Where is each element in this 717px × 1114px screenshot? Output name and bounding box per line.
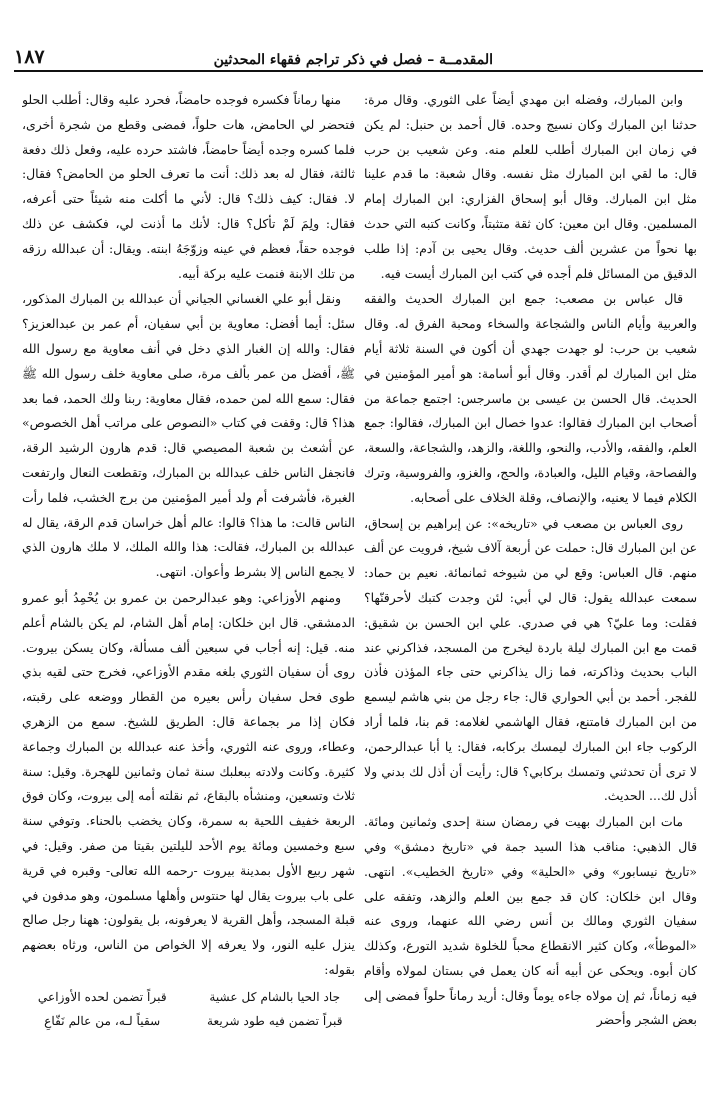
right-column — [364, 88, 697, 1098]
page-header — [14, 38, 703, 68]
paragraph: وابن المبارك، وفضله ابن مهدي أيضاً على الثوري. وقال مرة: حدثنا ابن المبارك وكان نسيج وحده. قال أحمد بن حنبل: لم يكن في زمان ابن المبارك أطلب للعلم منه. وعن شعيب بن حرب قال: ما لقي ابن المبارك مثل نفسه. وقال شعبة: ما قدم علينا مثل ابن المبارك. وقال أبو إسحاق الفزاري: ابن المبارك إمام المسلمين. وقال ابن معين: كان ثقة متثبتاً، وكانت كتبه التي حدث بها نحواً من عشرين ألف حديث. وقال يحيى بن آدم: إذا طلب الدقيق من المسائل فلم أجده في كتب ابن المبارك أيست فيه. — [364, 92, 697, 281]
poem-hemistich: قبراً تضمن فيه طود شريعة — [206, 1014, 343, 1029]
poem-hemistich: سقياً لـه، من عالم نَفّاعِ — [44, 1014, 161, 1029]
paragraph: ومنهم الأوزاعي: وهو عبدالرحمن بن عمرو بن يُحْمِدُ أبو عمرو الدمشقي. قال ابن خلكان: إمام أهل الشام، لم يكن بالشام أعلم منه. قيل: إنه أجاب في سبعين ألف مسألة، وكان يسكن بيروت. روى أن سفيان الثوري بلغه مقدم الأوزاعي، فخرج حتى لقيه بذي طوى فحل سفيان رأس بعيره من القطار ووضعه على رقبته، فكان إذا مر بجماعة قال: الطريق للشيخ. سمع من الزهري وعطاء، وروى عنه الثوري، وأخذ عنه عبدالله بن المبارك وجماعة كثيرة. وكانت ولادته ببعلبك سنة ثمان وثمانين للهجرة. وقيل: سنة ثلاث وتسعين، ومنشأه بالبقاع، ثم نقلته أمه إلى بيروت، وكان فوق الربعة خفيف اللحية به سمرة، وكان يخضب بالحناء. وتوفي سنة سبع وخمسين ومائة يوم الأحد لليلتين بقيتا من صفر. وقيل: في شهر ربيع الأول بمدينة بيروت -رحمه الله تعالى- وقبره في قرية على باب بيروت يقال لها حنتوس وأهلها مسلمون، وهو مدفون في قبلة المسجد، وأهل القرية لا يعرفونه، بل يقولون: ههنا رجل صالح ينزل عليه النور، ولا يعرفه إلا الخواص من الناس، ورثاه بعضهم بقوله: — [22, 589, 355, 977]
poem-hemistich: قبراً تضمن لحده الأوزاعي — [37, 989, 167, 1004]
left-column — [22, 88, 355, 1098]
elegy-poem — [22, 985, 355, 1035]
page-number: ١٨٧ — [14, 46, 45, 68]
poem-hemistich: جاد الحيا بالشام كل عشية — [209, 989, 341, 1004]
running-title: المقدمــة – فصل في ذكر تراجم فقهاء المحدثين — [213, 52, 493, 68]
paragraph: ونقل أبو علي الغساني الجياني أن عبدالله بن المبارك المذكور، سئل: أيما أفضل: معاوية بن أبي سفيان، أم عمر بن عبدالعزيز؟ فقال: والله إن الغبار الذي دخل في أنف معاوية مع رسول الله ﷺ، أفضل من عمر بألف مرة، صلى معاوية خلف رسول الله ﷺ فقال: سمع الله لمن حمده، فقال معاوية: ربنا ولك الحمد، فما بعد هذا؟ قال: وقفت في كتاب «النصوص على مراتب أهل الخصوص» عن أشعث بن شعبة المصيصي قال: قدم هارون الرشيد الرقة، فانجفل الناس خلف عبدالله بن المبارك، وتقطعت النعال وارتفعت الغبرة، فأشرفت أم ولد أمير المؤمنين من برج الخشب، فلما رأت الناس قالت: ما هذا؟ قالوا: عالم أهل خراسان قدم الرقة، يقال له عبدالله بن المبارك، فقالت: هذا والله الملك، لا ملك هارون الذي لا يجمع الناس إلا بشرط وأعوان. انتهى. — [22, 291, 355, 580]
paragraph: قال عباس بن مصعب: جمع ابن المبارك الحديث والفقه والعربية وأيام الناس والشجاعة والسخاء ومحبة الفرق له. وقال شعيب بن حرب: لو جهدت جهدي أن أكون في السنة ثلاثة أيام مثل ابن المبارك لم أقدر. وقال أبو أسامة: هو أمير المؤمنين في الحديث. قال الحسن بن عيسى بن ماسرجس: اجتمع جماعة من أصحاب ابن المبارك فقالوا: عدوا خصال ابن المبارك، فقالوا: جمع العلم، والفقه، والأدب، والنحو، واللغة، والزهد، والشجاعة، والسعة، والفصاحة، وقيام الليل، والعبادة، والحج، والغزو، والفروسية، وترك الكلام فيما لا يعنيه، والإنصاف، وقلة الخلاف على أصحابه. — [364, 291, 697, 505]
paragraph: منها رماناً فكسره فوجده حامضاً، فحرد عليه وقال: أطلب الحلو فتحضر لي الحامض، هات حلواً، فمضى وقطع من شجرة أخرى، فلما كسره وجده أيضاً حامضاً، فاشتد حرده عليه، وفعل ذلك دفعة ثالثة، فقال له بعد ذلك: أنت ما تعرف الحلو من الحامض؟ فقال: لا. فقال: كيف ذلك؟ قال: لأني ما أكلت منه شيئاً حتى أعرفه، فقال: ولِمَ لَمْ تأكل؟ قال: لأنك ما أذنت لي، فكشف عن ذلك فوجده حقاً، فعظم في عينه وزوّجَهُ ابنته. ويقال: أن عبدالله رزقه من تلك الابنة فنمت عليه بركة أبيه. — [22, 92, 355, 281]
paragraph: روى العباس بن مصعب في «تاريخه»: عن إبراهيم بن إسحاق، عن ابن المبارك قال: حملت عن أربعة آلاف شيخ، فرويت عن ألف منهم. قال العباس: وقع لي من شيوخه ثمانمائة. نعيم بن حماد: سمعت عبدالله يقول: قال لي أبي: لئن وجدت كتبك لأحرقنّها؟ فقلت: وما عليّ؟ هي في صدري. علي ابن الحسن بن شقيق: قمت مع ابن المبارك ليلة باردة ليخرج من المسجد، فذاكرني عند الباب بحديث وذاكرته، فما زال يذاكرني حتى جاء المؤذن فأذن للفجر. أحمد بن أبي الحواري قال: جاء رجل من بني هاشم ليسمع من ابن المبارك فامتنع، فقال الهاشمي لغلامه: قم بنا، فلما أراد الركوب جاء ابن المبارك ليمسك بركابه، فقال: يا أبا عبدالرحمن، لا ترى أن تحدثني وتمسك بركابي؟ قال: رأيت أن أذل لك بدني ولا أذل لك... الحديث. — [364, 515, 697, 804]
paragraph: مات ابن المبارك بهيت في رمضان سنة إحدى وثمانين ومائة. قال الذهبي: مناقب هذا السيد جمة في «تاريخ دمشق» وفي «تاريخ نيسابور» وفي «الحلية» وفي «تاريخ الخطيب». انتهى. وقال ابن خلكان: كان قد جمع بين العلم والزهد، وتفقه على سفيان الثوري ومالك بن أنس رضي الله عنهما، وروى عنه «الموطأ»، وكان كثير الانقطاع محباً للخلوة شديد التورع، وكذلك كان أبوه. ويحكى عن أبيه أنه كان يعمل في بستان لمولاه وأقام فيه زماناً، ثم إن مولاه جاءه يوماً وقال: أريد رماناً حلواً فمضى إلى بعض الشجر وأحضر — [364, 814, 697, 1028]
header-rule — [14, 70, 703, 72]
